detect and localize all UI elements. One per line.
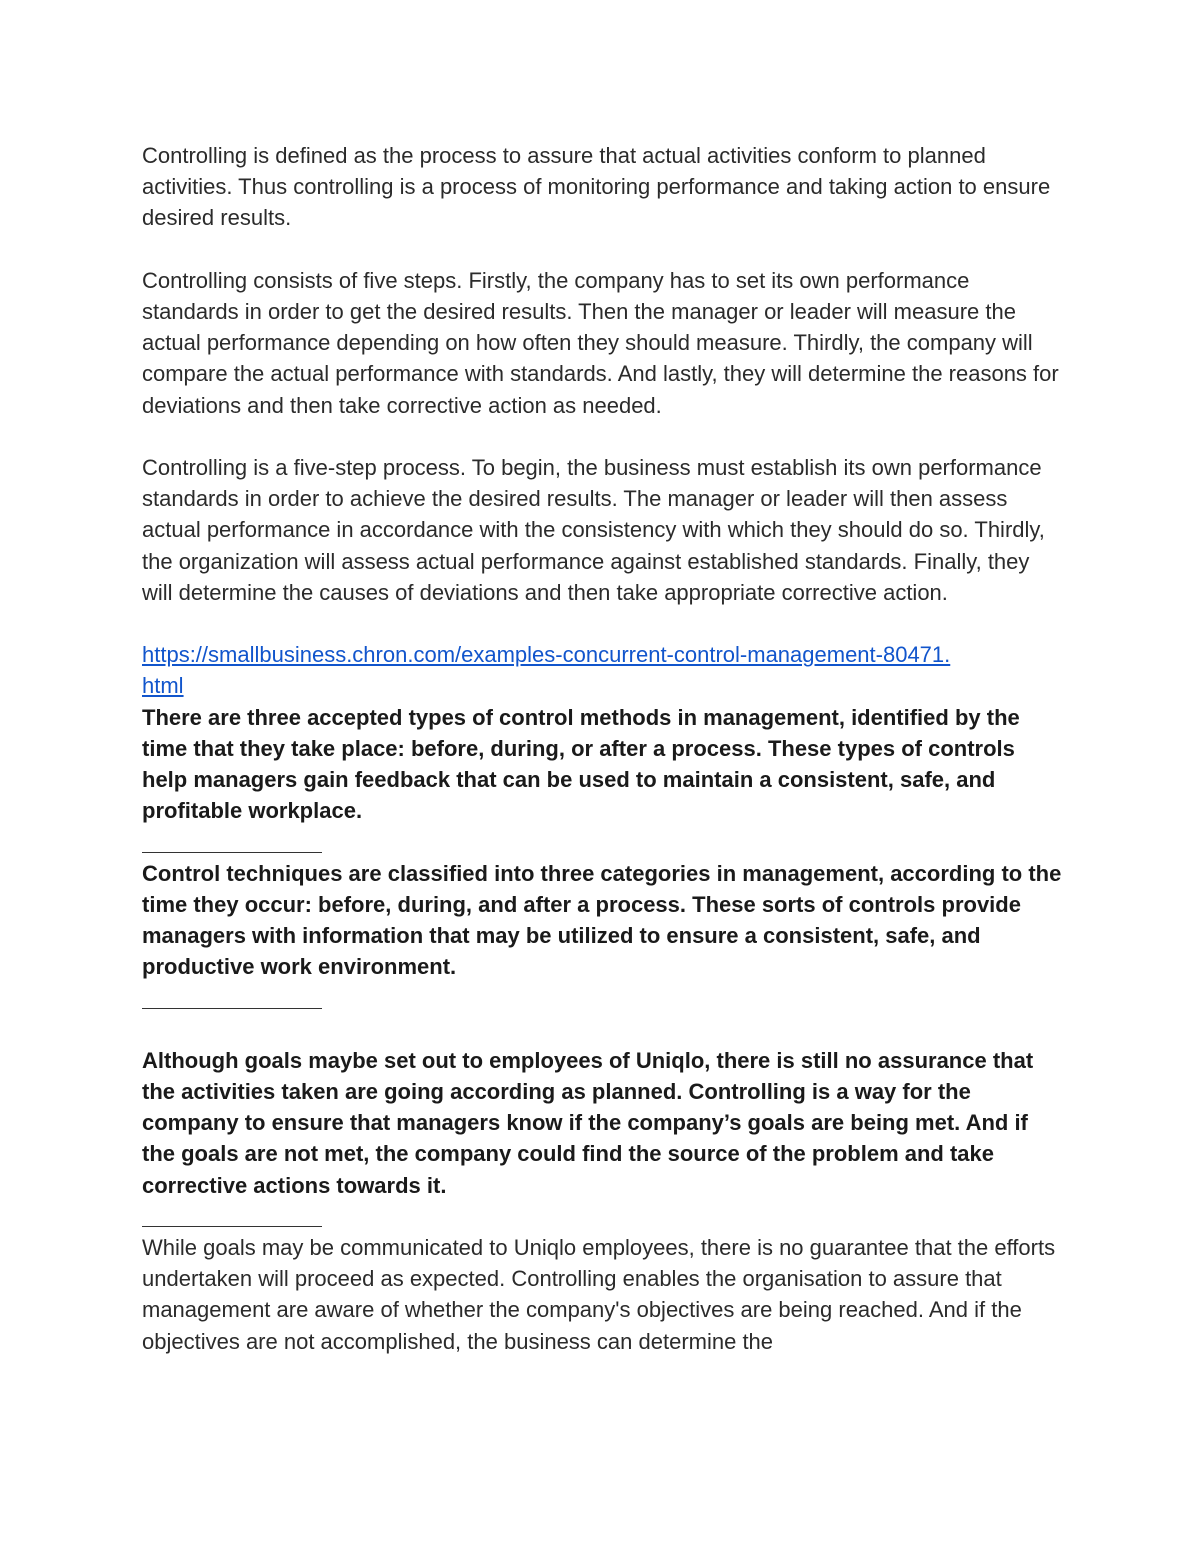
paragraph-five-step-process: Controlling is a five-step process. To begin, the business must establish its own performance standards in order to achieve the desired results. The manager or leader will then assess actual performance in accordance with the consistency with which they should do so. Thirdly, the organization will assess actual performance against established standards. Finally, they will determine the causes of deviations and then take appropriate corrective action. (142, 455, 1045, 605)
paragraph-five-steps: Controlling consists of five steps. Firstly, the company has to set its own performance standards in order to get the desired results. Then the manager or leader will measure the actual performance depending on how often they should measure. Thirdly, the company will compare the actual performance with standards. And lastly, they will determine the reasons for deviations and then take corrective action as needed. (142, 267, 1059, 418)
source-link[interactable]: https://smallbusiness.chron.com/examples-concurrent-control-management-80471.html (142, 642, 951, 699)
paragraph-uniqlo-objectives: While goals may be communicated to Uniqlo employees, there is no guarantee that the efforts undertaken will proceed as expected. Controlling enables the organisation to assure that management are aware of whether the company's objectives are being reached. And if the objectives are not accomplished, the business can determine the (142, 1235, 1056, 1354)
separator-line (142, 1201, 1062, 1232)
separator-line (142, 982, 1062, 1013)
document-page (142, 140, 1062, 1357)
paragraph-controlling-definition: Controlling is defined as the process to assure that actual activities conform to planned activities. Thus controlling is a process of monitoring performance and taking action to ensure desired results. (142, 143, 1051, 231)
separator-line (142, 826, 1062, 857)
paragraph-control-methods: There are three accepted types of control methods in management, identified by the time that they take place: before, during, or after a process. These types of controls help managers gain feedback that can be used to maintain a consistent, safe, and profitable workplace. (142, 704, 1020, 824)
paragraph-uniqlo-goals: Although goals maybe set out to employees of Uniqlo, there is still no assurance that the activities taken are going according as planned. Controlling is a way for the company to ensure that managers know if the company’s goals are being met. And if the goals are not met, the company could find the source of the problem and take corrective actions towards it. (142, 1047, 1034, 1198)
paragraph-control-techniques: Control techniques are classified into three categories in management, according to the time they occur: before, during, and after a process. These sorts of controls provide managers with information that may be utilized to ensure a consistent, safe, and productive work environment. (142, 860, 1062, 980)
